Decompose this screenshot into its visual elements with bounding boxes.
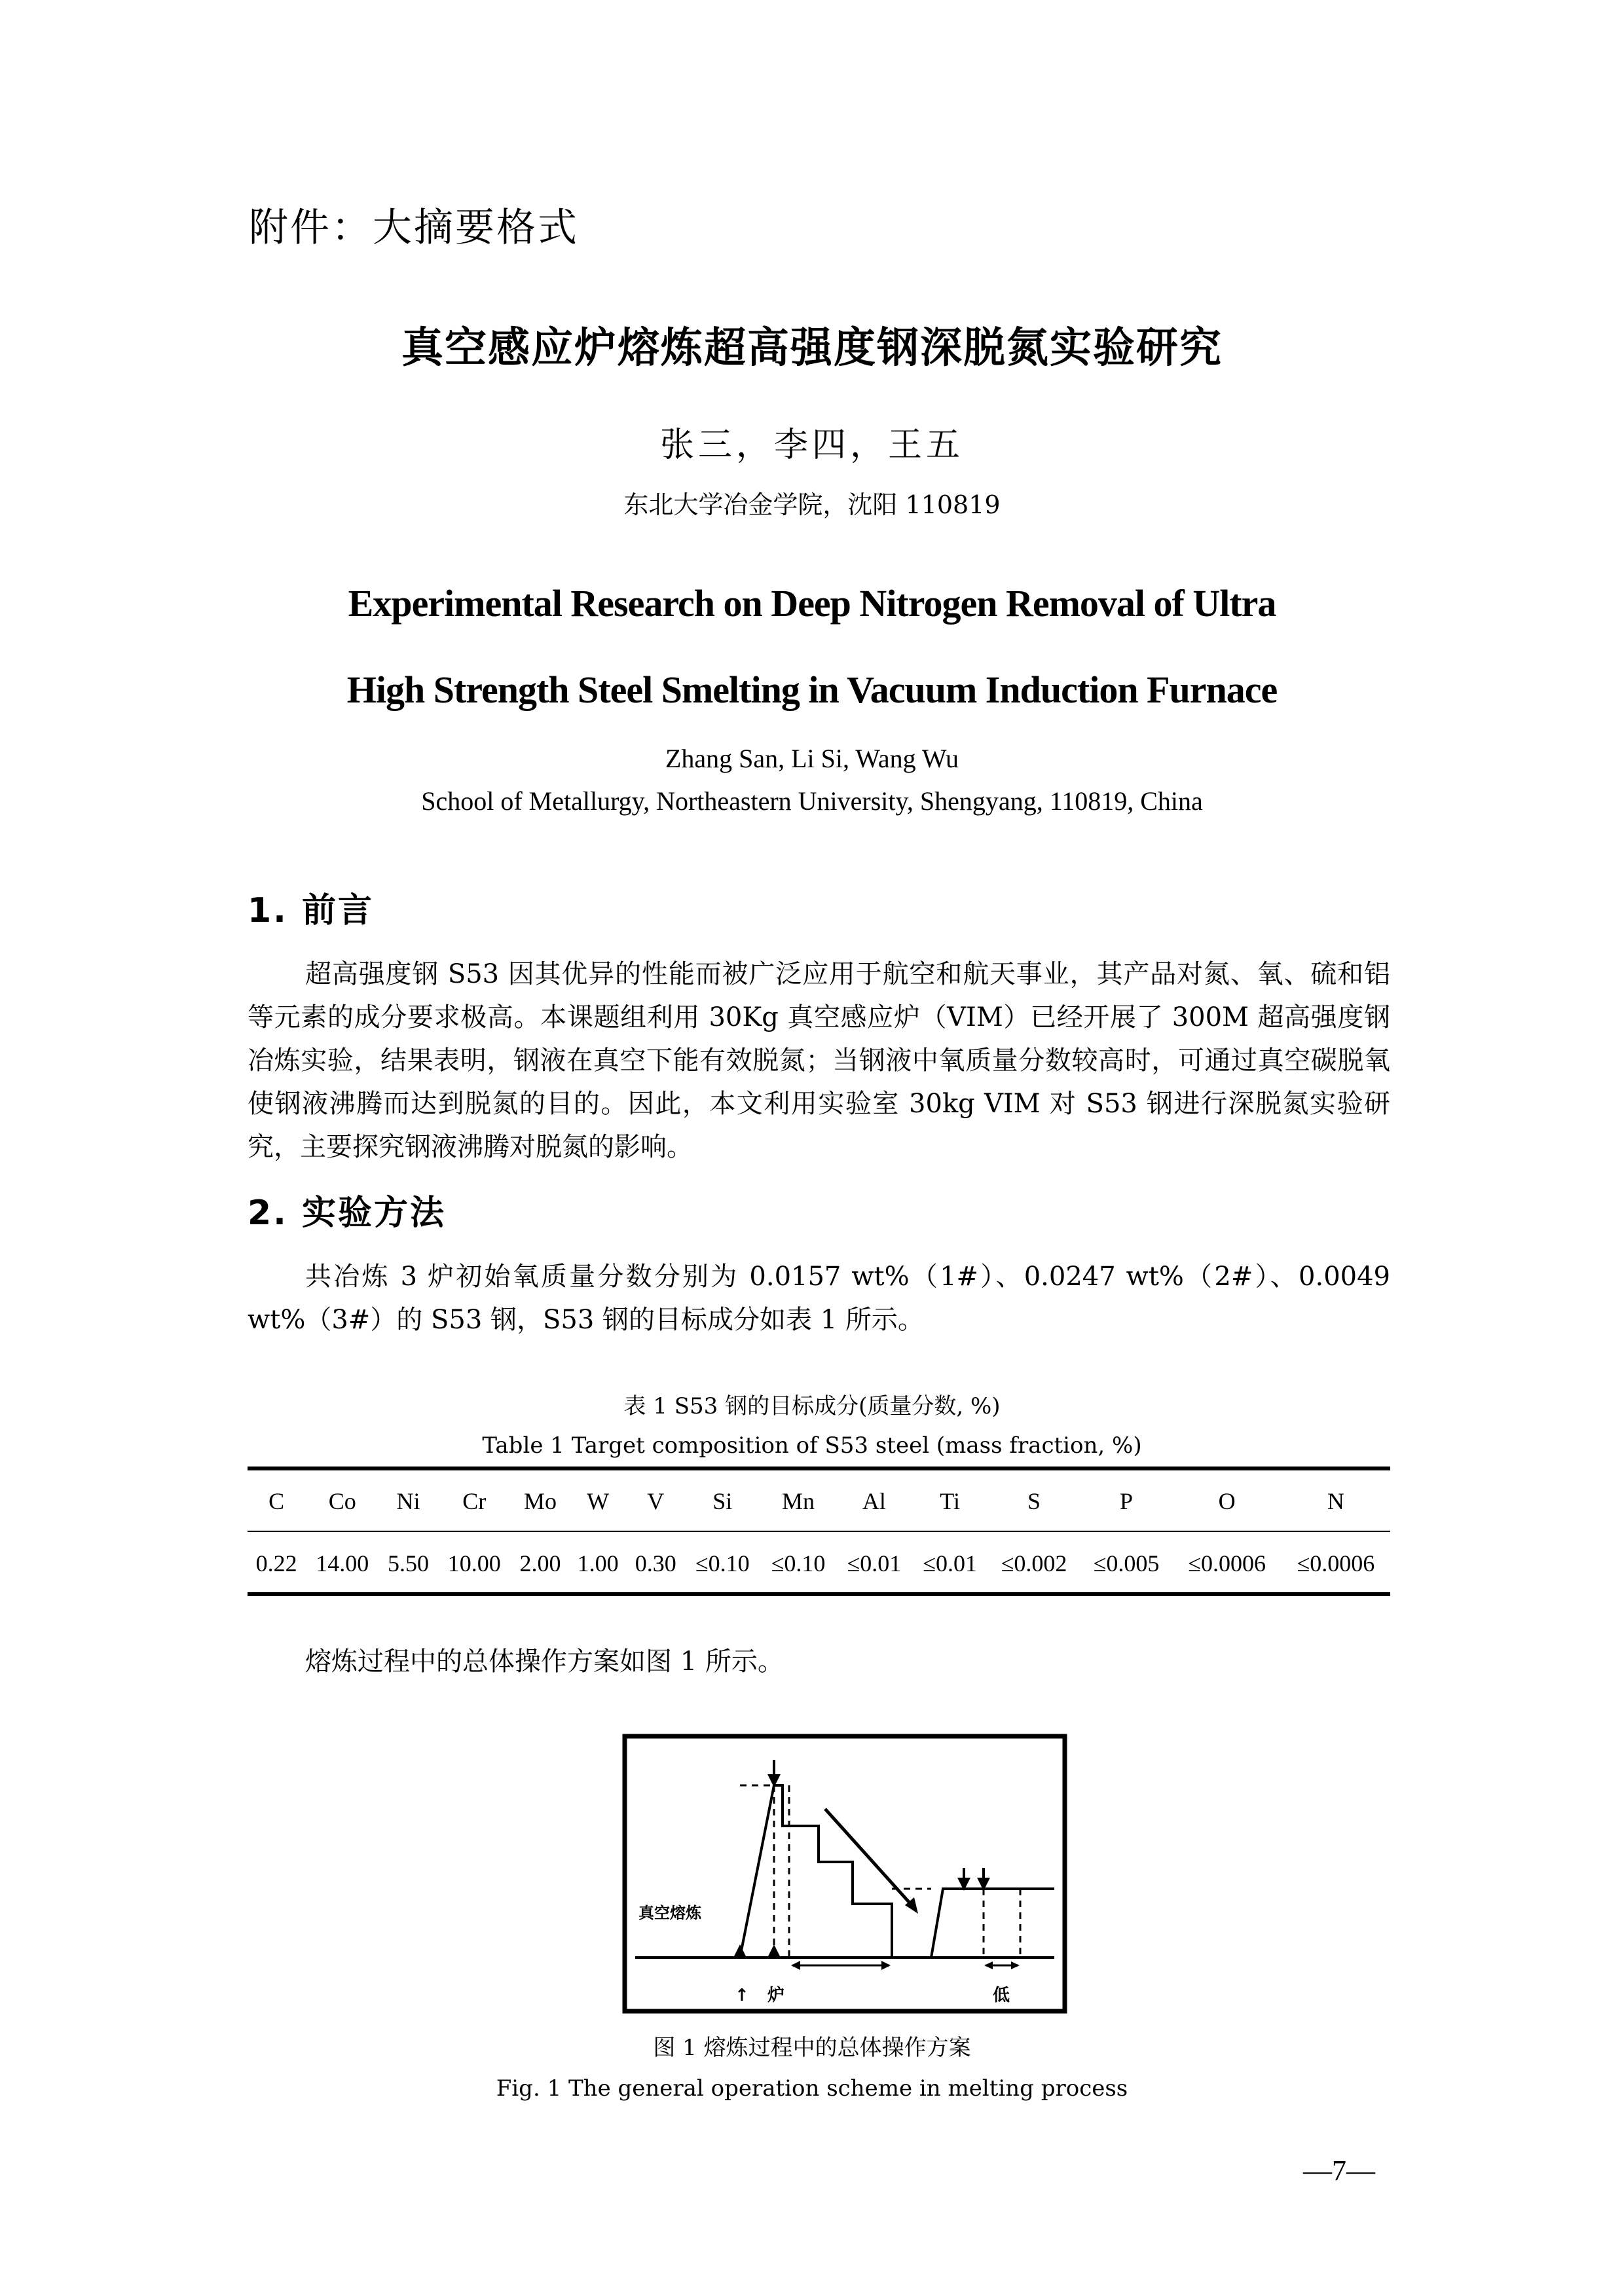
table-header-cell: Co	[328, 1487, 356, 1514]
section-2-paragraph: 共冶炼 3 炉初始氧质量分数分别为 0.0157 wt%（1#）、0.0247 wt%（2#）、0.0049 wt%（3#）的 S53 钢，S53 钢的目标成分如表 1 所示。	[248, 1262, 1390, 1335]
table-header-cell: O	[1218, 1487, 1236, 1514]
temperature-curve	[740, 1785, 892, 1958]
table-header-row	[248, 1470, 1390, 1532]
table-cell: 10.00	[447, 1550, 501, 1576]
section-1-paragraph: 超高强度钢 S53 因其优异的性能而被广泛应用于航空和航天事业，其产品对氮、氧、硫和铝等元素的成分要求极高。本课题组利用 30Kg 真空感应炉（VIM）已经开展了 300M 超高强度钢冶炼实验，结果表明，钢液在真空下能有效脱氮；当钢液中氧质量分数较高时，可通过真空碳脱氧使钢液沸腾而达到脱氮的目的。因此，本文利用实验室 30kg VIM 对 S53 钢进行深脱氮实验研究，主要探究钢液沸腾对脱氮的影响。	[248, 959, 1390, 1162]
table-header-cell: C	[268, 1487, 285, 1514]
section-1-heading: 1. 前言	[248, 891, 375, 930]
table-cell: ≤0.01	[847, 1550, 902, 1576]
figure-bottom-label: 低	[993, 1986, 1010, 2005]
table-cell: 0.30	[635, 1550, 676, 1576]
figure-1-caption-chinese: 图 1 熔炼过程中的总体操作方案	[653, 2035, 971, 2061]
later-curve	[931, 1889, 1054, 1958]
table-cell: 5.50	[388, 1550, 430, 1576]
title-english-line-2: High Strength Steel Smelting in Vacuum Induction Furnace	[346, 668, 1278, 711]
table-cell: 1.00	[577, 1550, 619, 1576]
interval-arrow-head	[791, 1961, 800, 1970]
trend-arrow	[825, 1809, 913, 1907]
table-cell: ≤0.0006	[1188, 1550, 1266, 1576]
table-header-cell: Mn	[782, 1487, 815, 1514]
figure-1-caption-english: Fig. 1 The general operation scheme in melting process	[496, 2075, 1128, 2102]
table-cell: ≤0.10	[695, 1550, 750, 1576]
interval-arrow-head	[984, 1961, 993, 1969]
attachment-label: 附件：大摘要格式	[249, 205, 579, 251]
affiliation-english: School of Metallurgy, Northeastern University, Shengyang, 110819, China	[421, 786, 1203, 816]
table-header-cell: V	[647, 1487, 665, 1514]
figure-bottom-label: 炉	[767, 1986, 785, 2005]
table-cell: ≤0.0006	[1297, 1550, 1375, 1576]
table-row	[248, 1532, 1390, 1594]
table-header-cell: Al	[862, 1487, 886, 1514]
table-header-cell: P	[1120, 1487, 1134, 1514]
up-arrow-marker	[767, 1944, 781, 1958]
table-1-caption-chinese: 表 1 S53 钢的目标成分(质量分数, %)	[623, 1393, 1001, 1419]
interval-arrow-head	[1011, 1961, 1020, 1969]
table-header-cell: Si	[712, 1487, 733, 1514]
up-arrow-marker	[733, 1944, 747, 1958]
table-cell: ≤0.10	[771, 1550, 826, 1576]
figure-bottom-label: ↑	[735, 1986, 749, 2005]
authors-english: Zhang San, Li Si, Wang Wu	[665, 744, 959, 773]
page-number: —7—	[1303, 2155, 1375, 2187]
table-header-cell: Ni	[396, 1487, 420, 1514]
composition-table	[248, 1470, 1390, 1594]
authors-chinese: 张三，李四，王五	[659, 426, 964, 465]
table-header-cell: Mo	[524, 1487, 557, 1514]
table-header-cell: Ti	[940, 1487, 961, 1514]
interval-arrow-head	[881, 1961, 891, 1970]
table-cell: 2.00	[519, 1550, 561, 1576]
table-cell: 0.22	[255, 1550, 297, 1576]
table-cell: ≤0.005	[1093, 1550, 1160, 1576]
section-2-heading: 2. 实验方法	[248, 1194, 447, 1233]
operation-scheme-figure	[622, 1734, 1067, 2014]
table-header-cell: Cr	[462, 1487, 487, 1514]
figure-frame	[625, 1736, 1065, 2011]
table-1-caption-english: Table 1 Target composition of S53 steel (mass fraction, %)	[482, 1432, 1142, 1459]
figure-label-vacuum: 真空熔炼	[638, 1904, 701, 1922]
table-cell: 14.00	[316, 1550, 369, 1576]
title-chinese: 真空感应炉熔炼超高强度钢深脱氮实验研究	[401, 324, 1223, 373]
paragraph-figure-intro: 熔炼过程中的总体操作方案如图 1 所示。	[305, 1647, 784, 1677]
title-english-line-1: Experimental Research on Deep Nitrogen Removal of Ultra	[348, 582, 1276, 625]
table-header-cell: N	[1327, 1487, 1344, 1514]
affiliation-chinese: 东北大学冶金学院，沈阳 110819	[623, 490, 1001, 519]
table-header-cell: W	[587, 1487, 610, 1514]
table-header-cell: S	[1027, 1487, 1041, 1514]
table-cell: ≤0.002	[1001, 1550, 1067, 1576]
table-cell: ≤0.01	[923, 1550, 978, 1576]
